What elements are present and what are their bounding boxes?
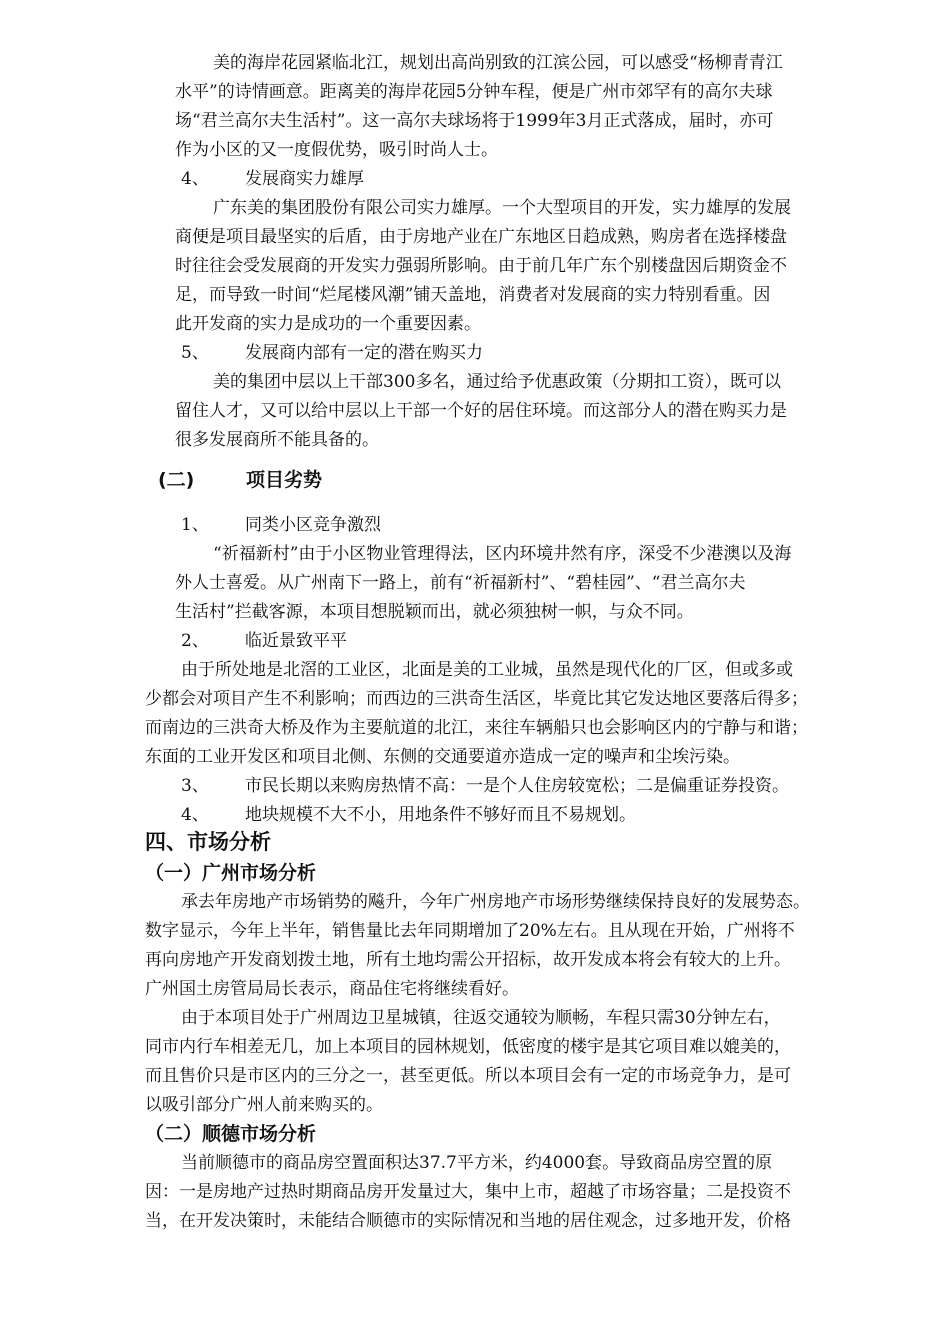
text-line: 足，而导致一时间“烂尾楼风潮”铺天盖地，消费者对发展商的实力特别看重。因 <box>175 285 771 305</box>
text-line: 少都会对项目产生不利影响；而西边的三洪奇生活区，毕竟比其它发达地区要落后得多； <box>145 689 808 709</box>
text-line: 作为小区的又一度假优势，吸引时尚人士。 <box>175 140 498 160</box>
list-item <box>181 804 636 826</box>
section-number: (二) <box>158 469 195 491</box>
list-title: 同类小区竞争激烈 <box>245 515 381 535</box>
text-line: 再向房地产开发商划拨土地，所有土地均需公开招标，故开发成本将会有较大的上升。 <box>145 950 791 970</box>
text-line: 广东美的集团股份有限公司实力雄厚。一个大型项目的开发，实力雄厚的发展 <box>213 198 791 218</box>
list-title: 发展商实力雄厚 <box>245 169 364 189</box>
list-number: 5、 <box>181 343 209 363</box>
text-line: 当，在开发决策时，未能结合顺德市的实际情况和当地的居住观念，过多地开发，价格 <box>145 1211 791 1231</box>
text-line: 外人士喜爱。从广州南下一路上，前有“祈福新村”、“碧桂园”、“君兰高尔夫 <box>175 573 746 593</box>
text-line: 生活村”拦截客源，本项目想脱颖而出，就必须独树一帜，与众不同。 <box>175 602 694 622</box>
list-number: 2、 <box>181 631 209 651</box>
text-line: 很多发展商所不能具备的。 <box>175 430 379 450</box>
text-line: 时往往会受发展商的开发实力强弱所影响。由于前几年广东个别楼盘因后期资金不 <box>175 256 787 276</box>
list-title: 市民长期以来购房热情不高：一是个人住房较宽松；二是偏重证券投资。 <box>245 776 789 796</box>
text-line: 由于所处地是北滘的工业区，北面是美的工业城，虽然是现代化的厂区，但或多或 <box>181 660 793 680</box>
subsection-heading: （二）顺德市场分析 <box>145 1123 317 1145</box>
list-number: 3、 <box>181 776 209 796</box>
text-line: 以吸引部分广州人前来购买的。 <box>145 1095 383 1115</box>
text-line: “祈福新村”由于小区物业管理得法，区内环境井然有序，深受不少港澳以及海 <box>213 544 792 564</box>
text-line: 同市内行车相差无几，加上本项目的园林规划，低密度的楼宇是其它项目难以媲美的， <box>145 1037 791 1057</box>
text-line: 当前顺德市的商品房空置面积达37.7平方米，约4000套。导致商品房空置的原 <box>181 1153 773 1173</box>
list-item <box>181 775 789 797</box>
text-line: 此开发商的实力是成功的一个重要因素。 <box>175 314 481 334</box>
text-line: 承去年房地产市场销势的飚升，今年广州房地产市场形势继续保持良好的发展势态。 <box>181 892 810 912</box>
text-line: 由于本项目处于广州周边卫星城镇，往返交通较为顺畅，车程只需30分钟左右， <box>181 1008 781 1028</box>
text-line: 广州国土房管局局长表示，商品住宅将继续看好。 <box>145 979 519 999</box>
text-line: 水平”的诗情画意。距离美的海岸花园5分钟车程，便是广州市郊罕有的高尔夫球 <box>175 82 773 102</box>
text-line: 美的海岸花园紧临北江，规划出高尚别致的江滨公园，可以感受“杨柳青青江 <box>213 53 783 73</box>
chapter-heading: 四、市场分析 <box>145 830 271 854</box>
list-title: 地块规模不大不小，用地条件不够好而且不易规划。 <box>245 805 636 825</box>
list-title: 临近景致平平 <box>245 631 347 651</box>
list-number: 4、 <box>181 805 209 825</box>
list-item-heading <box>181 630 347 652</box>
section-heading <box>158 469 322 491</box>
text-line: 而且售价只是市区内的三分之一，甚至更低。所以本项目会有一定的市场竞争力，是可 <box>145 1066 791 1086</box>
list-number: 1、 <box>181 515 209 535</box>
text-line: 东面的工业开发区和项目北侧、东侧的交通要道亦造成一定的噪声和尘埃污染。 <box>145 747 740 767</box>
text-line: 而南边的三洪奇大桥及作为主要航道的北江，来往车辆船只也会影响区内的宁静与和谐； <box>145 718 808 738</box>
text-line: 留住人才，又可以给中层以上干部一个好的居住环境。而这部分人的潜在购买力是 <box>175 401 787 421</box>
text-line: 场“君兰高尔夫生活村”。这一高尔夫球场将于1999年3月正式落成，届时，亦可 <box>175 111 774 131</box>
list-item-heading <box>181 168 364 190</box>
list-item-heading <box>181 514 381 536</box>
text-line: 数字显示，今年上半年，销售量比去年同期增加了20%左右。且从现在开始，广州将不 <box>145 921 795 941</box>
text-line: 商便是项目最坚实的后盾，由于房地产业在广东地区日趋成熟，购房者在选择楼盘 <box>175 227 787 247</box>
section-title: 项目劣势 <box>246 469 323 491</box>
text-line: 美的集团中层以上干部300多名，通过给予优惠政策（分期扣工资），既可以 <box>213 372 781 392</box>
list-number: 4、 <box>181 169 209 189</box>
subsection-heading: （一）广州市场分析 <box>145 862 317 884</box>
list-title: 发展商内部有一定的潜在购买力 <box>245 343 483 363</box>
text-line: 因：一是房地产过热时期商品房开发量过大，集中上市，超越了市场容量；二是投资不 <box>145 1182 791 1202</box>
list-item-heading <box>181 342 483 364</box>
